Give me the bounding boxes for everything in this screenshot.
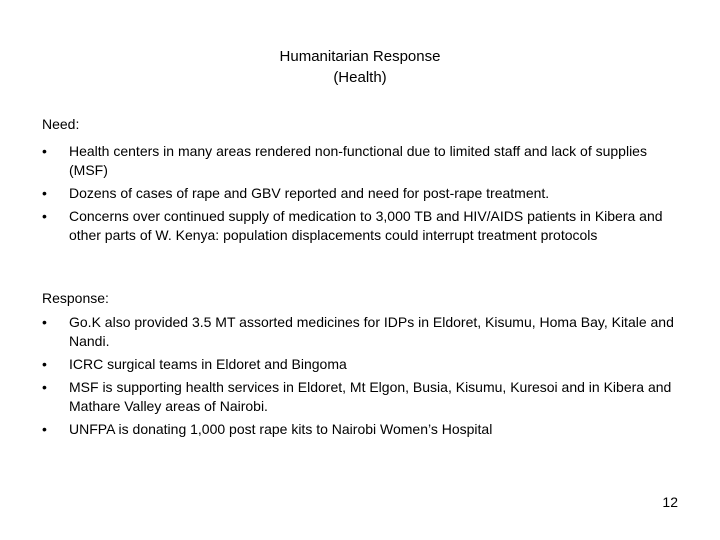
need-item-text: Dozens of cases of rape and GBV reported and need for post-rape treatment. (69, 185, 550, 201)
response-item-text: ICRC surgical teams in Eldoret and Bingoma (69, 356, 347, 372)
response-item-text: UNFPA is donating 1,000 post rape kits to Nairobi Women’s Hospital (69, 421, 493, 437)
slide-title (0, 46, 720, 88)
bullet-icon: • (42, 421, 47, 437)
response-list (42, 313, 689, 443)
bullet-icon: • (42, 208, 47, 224)
title-line-2: (Health) (333, 69, 387, 86)
response-item-text: Go.K also provided 3.5 MT assorted medicines for IDPs in Eldoret, Kisumu, Homa Bay, Kitale and Nandi. (69, 314, 674, 349)
response-item (42, 378, 689, 416)
need-item (42, 184, 689, 203)
need-heading: Need: (42, 116, 80, 132)
bullet-icon: • (42, 314, 47, 330)
need-item-text: Health centers in many areas rendered non-functional due to limited staff and lack of supplies (MSF) (69, 143, 647, 178)
bullet-icon: • (42, 185, 47, 201)
bullet-icon: • (42, 356, 47, 372)
response-heading: Response: (42, 290, 109, 306)
page-number: 12 (662, 494, 678, 510)
title-line-1: Humanitarian Response (279, 48, 441, 65)
bullet-icon: • (42, 143, 47, 159)
response-item-text: MSF is supporting health services in Eldoret, Mt Elgon, Busia, Kisumu, Kuresoi and in Kibera and Mathare Valley areas of Nairobi. (69, 379, 672, 414)
need-item-text: Concerns over continued supply of medication to 3,000 TB and HIV/AIDS patients in Kibera and other parts of W. Kenya: population displacements could interrupt treatment protocols (69, 208, 663, 243)
need-item (42, 142, 689, 180)
response-item (42, 420, 689, 439)
need-item (42, 207, 689, 245)
response-item (42, 355, 689, 374)
need-list (42, 142, 689, 249)
response-item (42, 313, 689, 351)
bullet-icon: • (42, 379, 47, 395)
